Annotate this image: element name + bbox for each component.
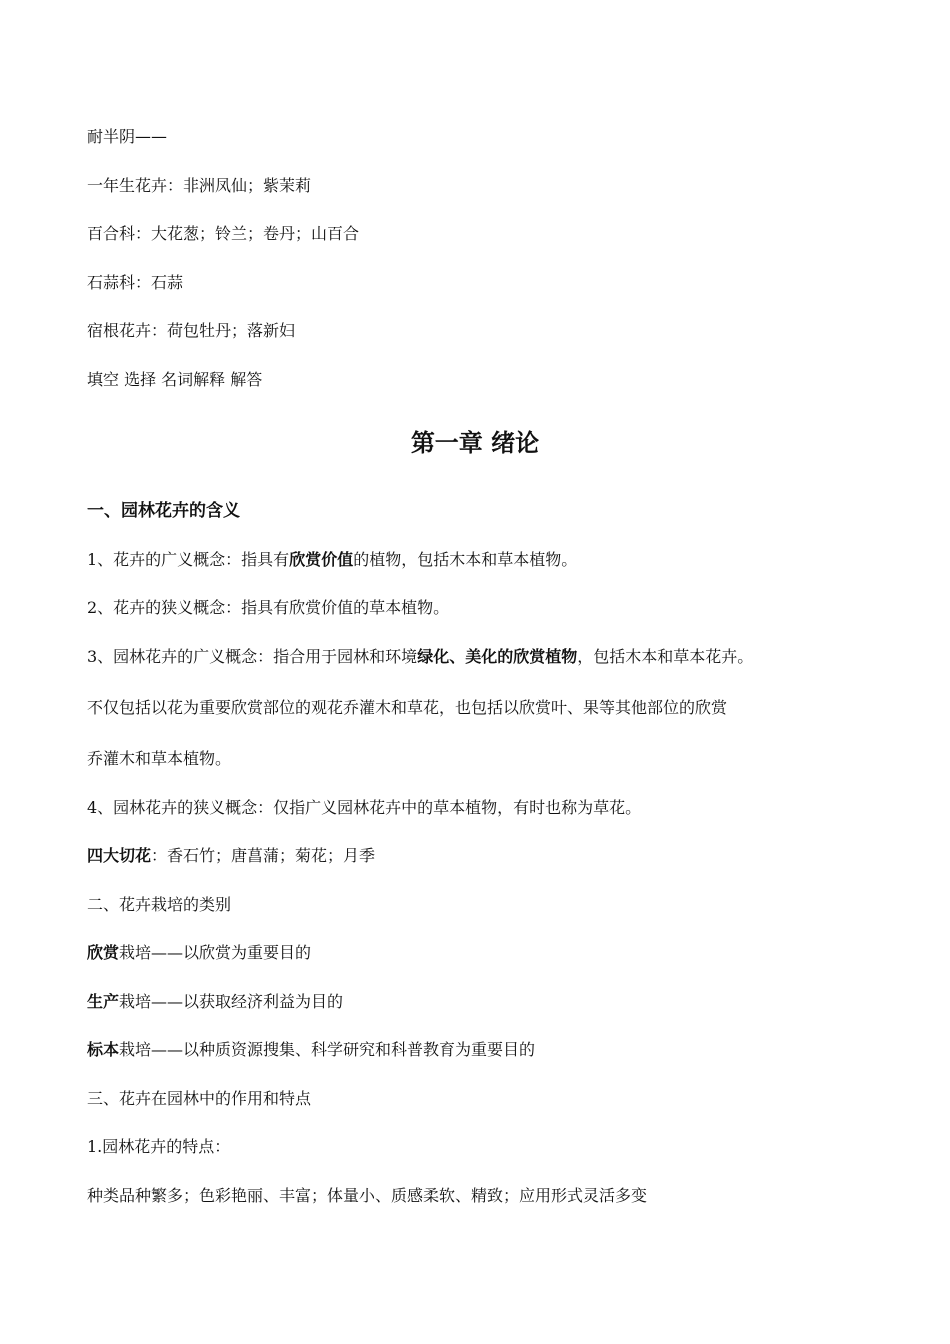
paragraph-garden-broad-concept	[87, 646, 753, 668]
list-item-production-cultivation	[87, 991, 343, 1013]
emphasis-text: 标本	[87, 1040, 120, 1059]
paragraph-broad-concept	[87, 549, 577, 571]
text-span: 3、园林花卉的广义概念：指合用于园林和环境	[87, 647, 418, 666]
emphasis-text: 四大切花	[87, 846, 152, 865]
emphasis-text: 生产	[87, 992, 120, 1011]
text-span: 1、花卉的广义概念：指具有	[87, 550, 290, 569]
text-span: ，包括木本和草本花卉。	[577, 647, 754, 666]
paragraph-garden-broad-concept-cont2: 乔灌木和草本植物。	[87, 749, 232, 768]
emphasis-text: 欣赏价值	[289, 550, 354, 569]
emphasis-text: 欣赏	[87, 943, 120, 962]
paragraph-narrow-concept: 2、花卉的狭义概念：指具有欣赏价值的草本植物。	[87, 598, 450, 617]
paragraph-features: 种类品种繁多；色彩艳丽、丰富；体量小、质感柔软、精致；应用形式灵活多变	[87, 1186, 648, 1205]
text-line-question-types: 填空 选择 名词解释 解答	[87, 370, 263, 389]
section-heading-3: 三、花卉在园林中的作用和特点	[87, 1089, 312, 1108]
emphasis-text: 绿化、美化的欣赏植物	[417, 647, 578, 666]
list-item-specimen-cultivation	[87, 1039, 535, 1061]
paragraph-garden-broad-concept-cont: 不仅包括以花为重要欣赏部位的观花乔灌木和草花，也包括以欣赏叶、果等其他部位的欣赏	[87, 698, 728, 717]
text-line-shade-tolerant: 耐半阴——	[87, 127, 168, 146]
text-span: 栽培——以欣赏为重要目的	[119, 943, 312, 962]
paragraph-garden-narrow-concept: 4、园林花卉的狭义概念：仅指广义园林花卉中的草本植物，有时也称为草花。	[87, 798, 642, 817]
chapter-title: 第一章 绪论	[410, 429, 540, 457]
text-line-amaryllidaceae: 石蒜科：石蒜	[87, 273, 184, 292]
list-item-ornamental-cultivation	[87, 942, 311, 964]
section-heading-1: 一、园林花卉的含义	[87, 501, 240, 521]
text-line-annual-flowers: 一年生花卉：非洲凤仙；紫茉莉	[87, 176, 312, 195]
section-heading-2: 二、花卉栽培的类别	[87, 895, 232, 914]
text-span: 栽培——以种质资源搜集、科学研究和科普教育为重要目的	[119, 1040, 536, 1059]
text-line-perennials: 宿根花卉：荷包牡丹；落新妇	[87, 321, 296, 340]
text-line-liliaceae: 百合科：大花葱；铃兰；卷丹；山百合	[87, 224, 360, 243]
paragraph-four-cut-flowers	[87, 845, 375, 867]
text-span: 栽培——以获取经济利益为目的	[119, 992, 344, 1011]
subheading-features: 1.园林花卉的特点：	[87, 1137, 231, 1156]
text-span: ：香石竹；唐菖蒲；菊花；月季	[151, 846, 376, 865]
text-span: 的植物，包括木本和草本植物。	[353, 550, 578, 569]
